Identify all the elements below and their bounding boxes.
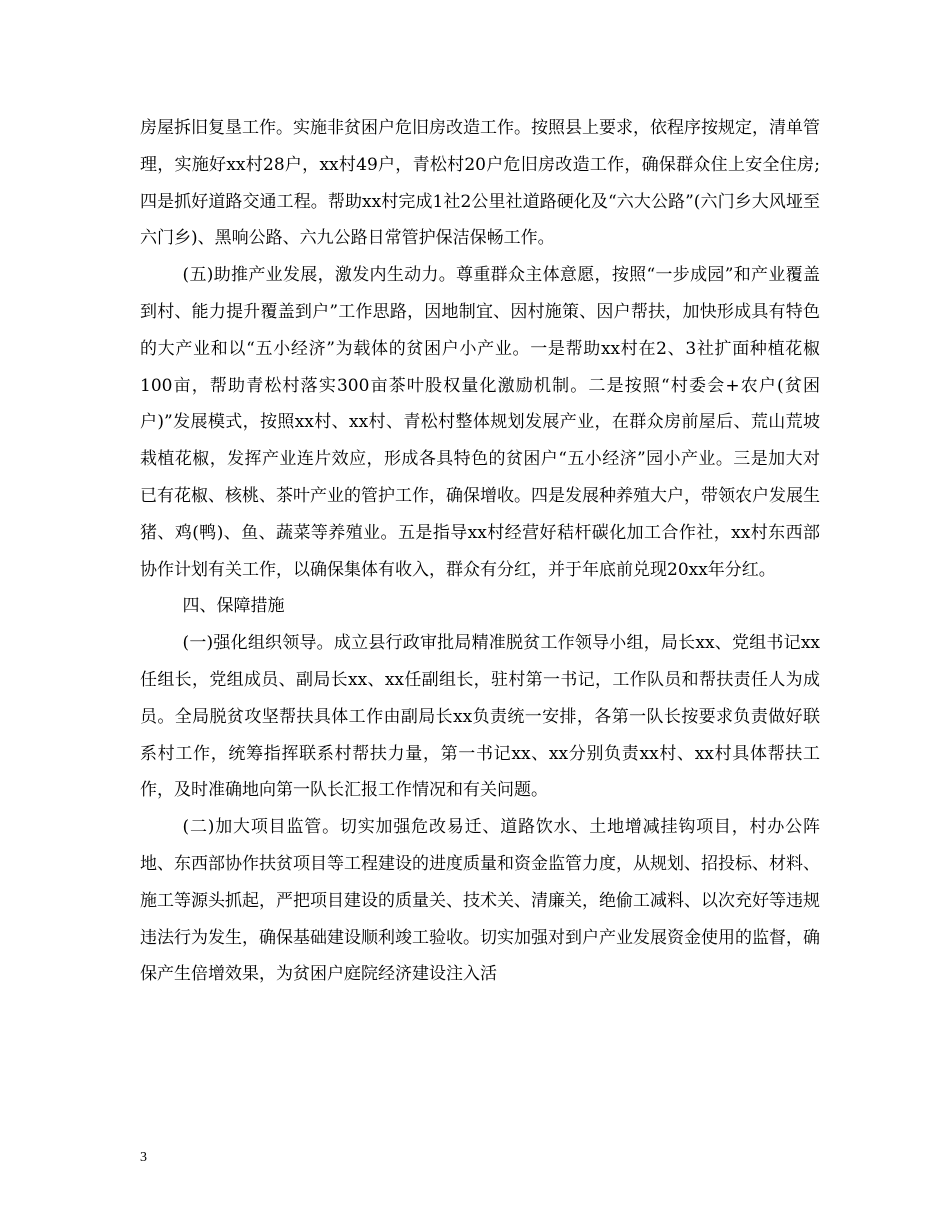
paragraph-project-supervision: (二)加大项目监管。切实加强危改易迁、道路饮水、土地增减挂钩项目，村办公阵地、东西部协作扶贫项目等工程建设的进度质量和资金监管力度，从规划、招投标、材料、施工等源头抓起，严把项目建设的质量关、技术关、清廉关，绝偷工减料、以次充好等违规违法行为发生，确保基础建设顺利竣工验收。切实加强对到户产业发展资金使用的监督，确保产生倍增效果，为贫困户庭院经济建设注入活 xyxy=(140,817,820,985)
document-body xyxy=(140,110,820,993)
page-number: 3 xyxy=(140,1150,147,1165)
paragraph-industry-development: (五)助推产业发展，激发内生动力。尊重群众主体意愿，按照“一步成园”和产业覆盖到村、能力提升覆盖到户”工作思路，因地制宜、因村施策、因户帮扶，加快形成具有特色的大产业和以“五小经济”为载体的贫困户小产业。一是帮助xx村在2、3社扩面种植花椒100亩，帮助青松村落实300亩茶叶股权量化激励机制。二是按照“村委会+农户(贫困户)”发展模式，按照xx村、xx村、青松村整体规划发展产业，在群众房前屋后、荒山荒坡栽植花椒，发挥产业连片效应，形成各具特色的贫困户“五小经济”园小产业。三是加大对已有花椒、核桃、茶叶产业的管护工作，确保增收。四是发展种养殖大户，带领农户发展生猪、鸡(鸭)、鱼、蔬菜等养殖业。五是指导xx村经营好秸杆碳化加工合作社，xx村东西部协作计划有关工作，以确保集体有收入，群众有分红，并于年底前兑现20xx年分红。 xyxy=(140,265,820,580)
paragraph-continuation: 房屋拆旧复垦工作。实施非贫困户危旧房改造工作。按照县上要求，依程序按规定，清单管理，实施好xx村28户，xx村49户，青松村20户危旧房改造工作，确保群众住上安全住房;四是抓好道路交通工程。帮助xx村完成1社2公里社道路硬化及“六大公路”(六门乡大风垭至六门乡)、黑响公路、六九公路日常管护保洁保畅工作。 xyxy=(140,118,820,249)
paragraph-organization-leadership: (一)强化组织领导。成立县行政审批局精准脱贫工作领导小组，局长xx、党组书记xx任组长，党组成员、副局长xx、xx任副组长，驻村第一书记，工作队员和帮扶责任人为成员。全局脱贫攻坚帮扶具体工作由副局长xx负责统一安排，各第一队长按要求负责做好联系村工作，统筹指挥联系村帮扶力量，第一书记xx、xx分别负责xx村、xx村具体帮扶工作，及时准确地向第一队长汇报工作情况和有关问题。 xyxy=(140,633,820,801)
section-heading-safeguards: 四、保障措施 xyxy=(182,596,285,617)
